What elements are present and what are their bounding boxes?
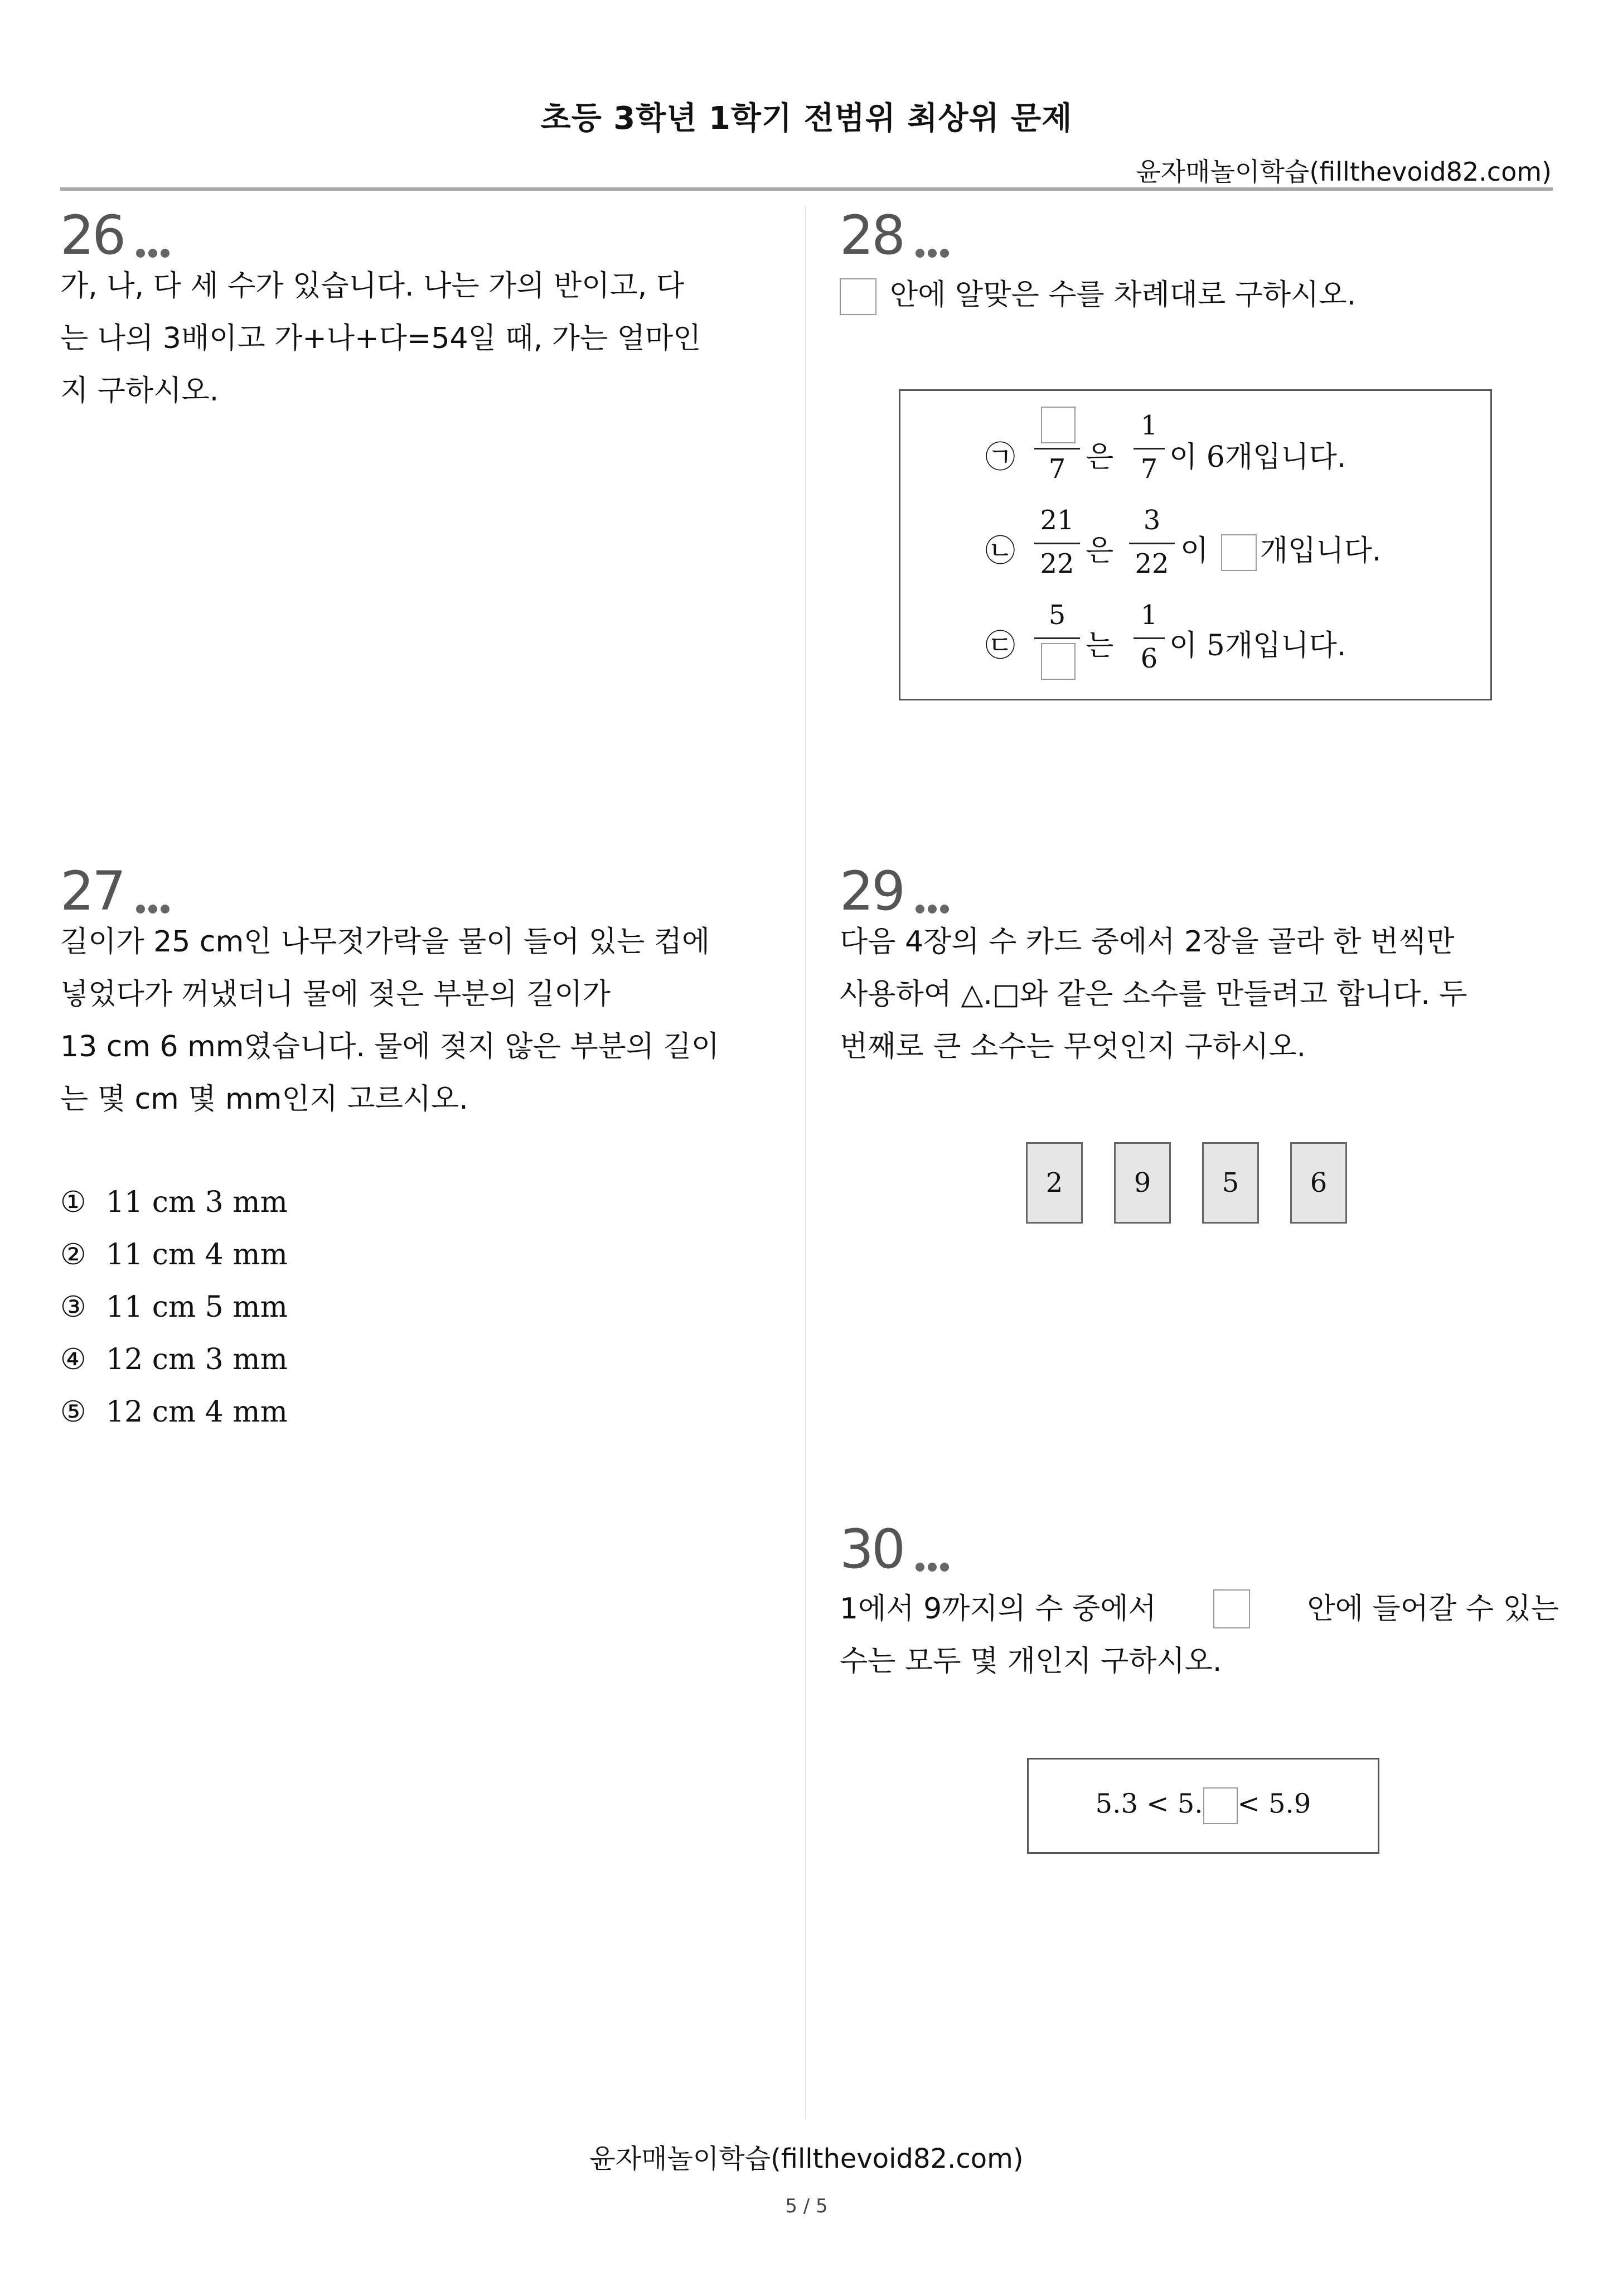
count: 5 [1206,629,1225,663]
question-text-26 [60,260,774,417]
q30-line: 수는 모두 몇 개인지 구하시오. [840,1645,1222,1678]
fraction-numerator: 21 [1040,505,1074,536]
q26-line: 는 나의 3배이고 가+나+다=54일 때, 가는 얼마인 [60,322,701,355]
question-number-26: 26 [60,204,173,270]
q30-line1-part-a: 1에서 9까지의 수 중에서 [840,1592,1156,1626]
option-symbol: ⑤ [60,1395,86,1429]
option-text: 11 cm 4 mm [106,1238,288,1272]
question-number-30: 30 [840,1518,952,1584]
option-symbol: ② [60,1238,86,1272]
row-2-tail [1180,527,1381,571]
q28-frame [899,389,1492,700]
suffix: 개입니다. [1260,534,1382,568]
option-1[interactable] [60,1186,288,1219]
row-1-tail [1169,433,1346,475]
answer-box-icon[interactable] [1203,1787,1238,1824]
inequality-right: < 5.9 [1237,1788,1311,1820]
fraction-numerator: 1 [1140,600,1158,631]
marker-digeut: ㉢ [985,628,1015,663]
number-card: 6 [1290,1142,1347,1224]
source-label: 윤자매놀이학습(fillthevoid82.com) [1136,157,1552,187]
option-symbol: ④ [60,1343,86,1376]
page-number: 5 / 5 [785,2195,828,2217]
fraction-denominator: 7 [1140,453,1158,485]
number-card: 5 [1202,1142,1259,1224]
option-2[interactable] [60,1238,288,1272]
q30-frame [1027,1758,1379,1854]
fraction-2a [1034,500,1080,584]
particle: 이 [1169,441,1198,474]
q29-line: 사용하여 △.□와 같은 소수를 만들려고 합니다. 두 [840,978,1467,1011]
fraction-3b [1134,595,1165,679]
inequality-left: 5.3 < 5. [1095,1788,1203,1820]
question-text-30 [840,1583,1559,1688]
fraction-2b [1129,500,1175,584]
q27-line: 13 cm 6 mm였습니다. 물에 젖지 않은 부분의 길이 [60,1030,720,1064]
fraction-numerator: 1 [1140,410,1158,441]
row-3-tail [1169,622,1346,664]
option-text: 12 cm 4 mm [106,1395,288,1429]
option-text: 11 cm 5 mm [106,1290,288,1324]
q27-line: 는 몇 cm 몇 mm인지 고르시오. [60,1082,468,1116]
fraction-denominator: 22 [1135,548,1169,579]
option-3[interactable] [60,1290,288,1324]
q26-line: 지 구하시오. [60,374,219,408]
particle: 는 [1086,629,1114,663]
particle: 은 [1086,534,1114,568]
question-number-28: 28 [840,204,952,270]
particle: 이 [1180,534,1209,568]
question-text-27 [60,916,774,1125]
suffix: 개입니다. [1224,441,1346,474]
q27-line: 넣었다가 꺼냈더니 물에 젖은 부분의 길이가 [60,978,611,1011]
fraction-denominator: 7 [1048,453,1066,485]
answer-box-icon[interactable] [1221,534,1257,571]
page-title: 초등 3학년 1학기 전범위 최상위 문제 [540,100,1073,137]
marker-giyeok: ㉠ [985,439,1015,475]
fraction-3a [1034,595,1080,679]
answer-box-icon [840,278,876,315]
suffix: 개입니다. [1224,629,1346,663]
number-card: 2 [1026,1142,1083,1224]
q27-line: 길이가 25 cm인 나무젓가락을 물이 들어 있는 컵에 [60,925,710,959]
q29-line: 번째로 큰 소수는 무엇인지 구하시오. [840,1030,1306,1064]
fraction-denominator: 22 [1040,548,1074,579]
number-card: 9 [1114,1142,1171,1224]
option-4[interactable] [60,1343,288,1376]
footer-source: 윤자매놀이학습(fillthevoid82.com) [589,2143,1024,2174]
option-symbol: ③ [60,1290,86,1324]
fraction-numerator: 3 [1143,505,1161,536]
q30-line1-part-b: 안에 들어갈 수 있는 [1307,1592,1559,1626]
option-5[interactable] [60,1395,288,1429]
question-text-28 [840,269,1559,321]
answer-box-icon[interactable] [1041,407,1076,443]
option-symbol: ① [60,1186,86,1219]
q29-line: 다음 4장의 수 카드 중에서 2장을 골라 한 번씩만 [840,925,1455,959]
fraction-denominator: 6 [1140,643,1158,674]
option-text: 11 cm 3 mm [106,1186,288,1219]
dots-icon [916,208,952,270]
fraction-1a [1034,405,1080,489]
option-text: 12 cm 3 mm [106,1343,288,1376]
answer-box-icon[interactable] [1041,643,1076,680]
dots-icon [916,1522,952,1584]
q28-instruction: 안에 알맞은 수를 차례대로 구하시오. [890,278,1357,312]
count: 6 [1206,441,1225,474]
question-text-29 [840,916,1559,1073]
marker-nieun: ㉡ [985,533,1015,568]
fraction-numerator: 5 [1048,600,1066,631]
question-number-27: 27 [60,860,173,926]
question-number-29: 29 [840,860,952,926]
answer-box-icon [1213,1589,1250,1628]
particle: 이 [1169,629,1198,663]
header-rule [60,187,1553,191]
column-divider [805,206,806,2119]
q26-line: 가, 나, 다 세 수가 있습니다. 나는 가의 반이고, 다 [60,269,685,303]
inequality [1029,1787,1378,1824]
particle: 은 [1086,441,1114,474]
fraction-1b [1134,405,1165,489]
q30-line [840,1583,1559,1635]
